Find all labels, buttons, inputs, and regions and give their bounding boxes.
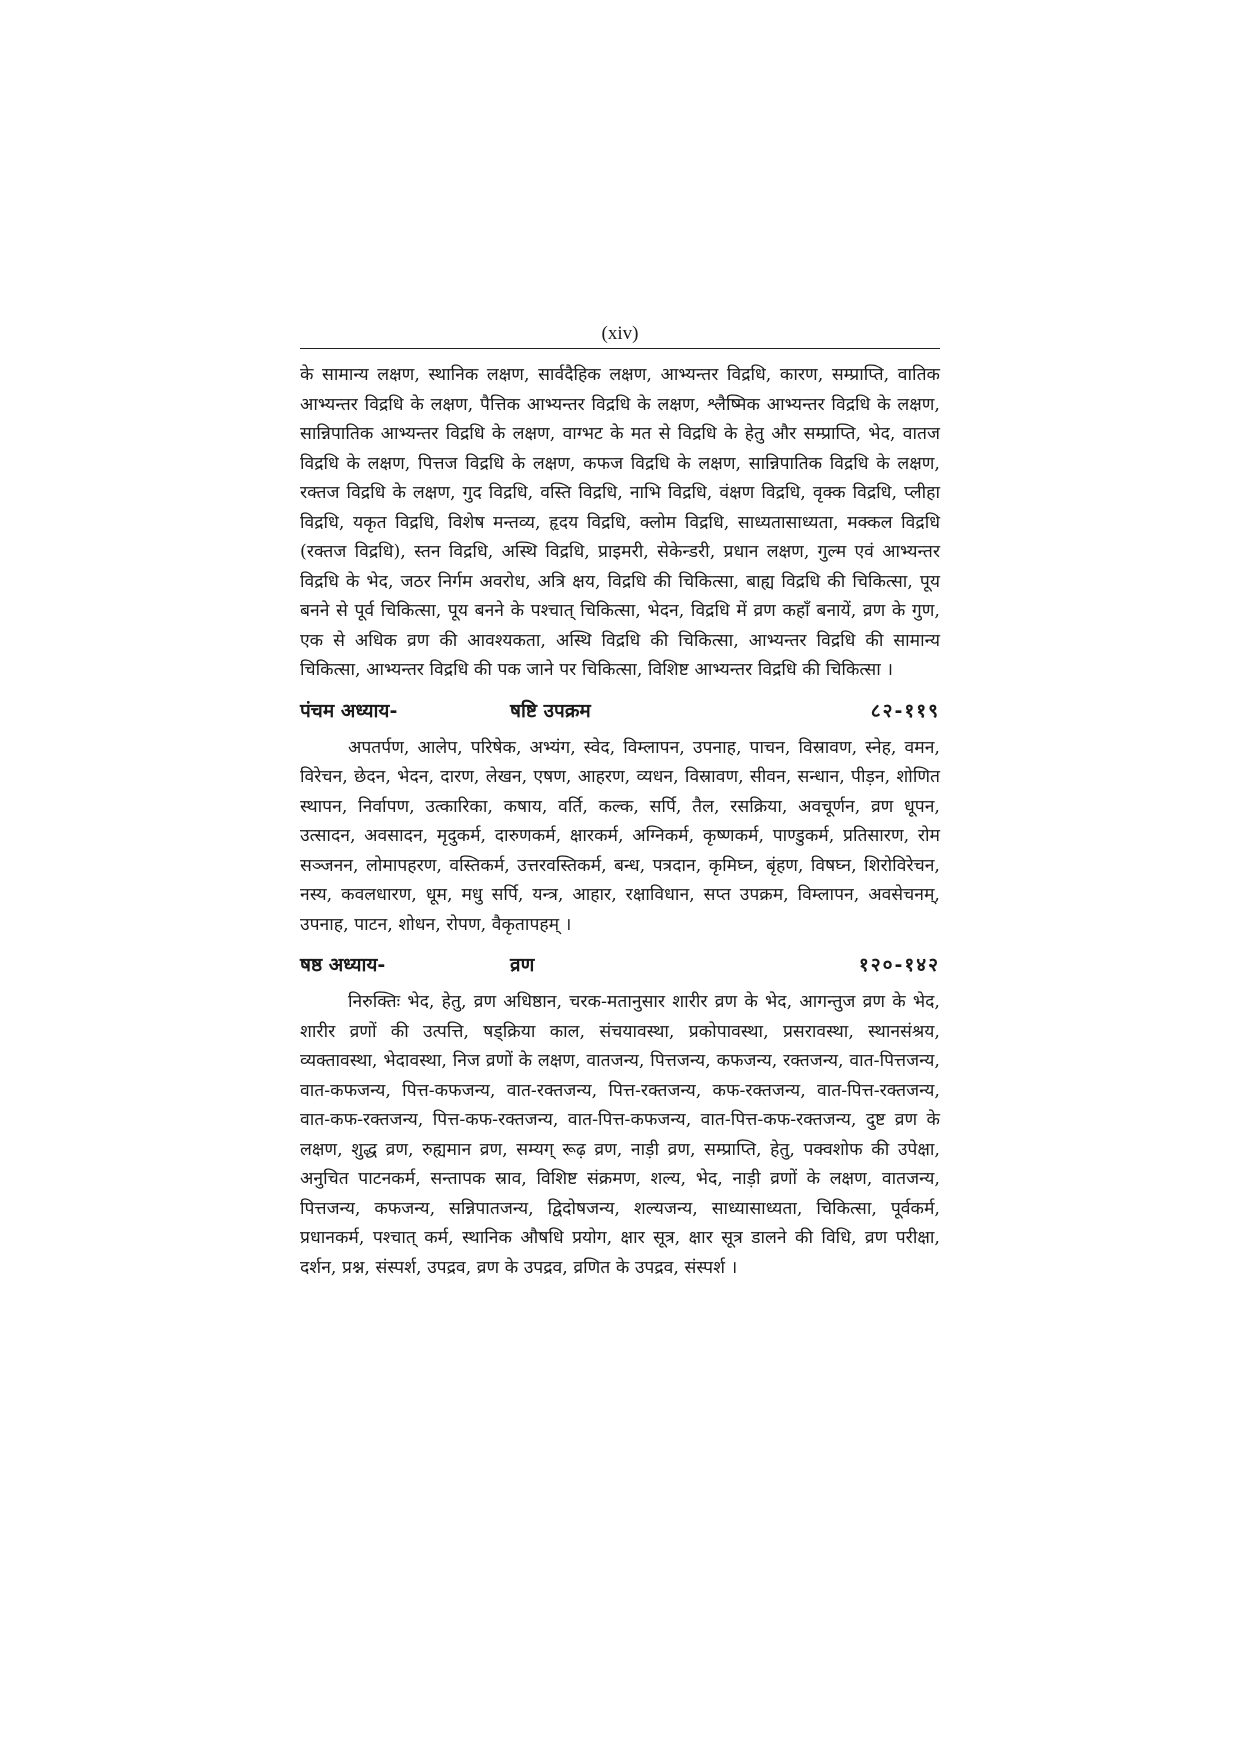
page-content [300,322,940,1283]
chapter-title: व्रण [510,954,535,976]
chapter-page-range: १२०-१४२ [858,954,940,976]
chapter-heading-5 [300,696,940,726]
chapter-title: षष्टि उपक्रम [510,699,591,722]
chapter-contents: अपतर्पण, आलेप, परिषेक, अभ्यंग, स्वेद, विम्लापन, उपनाह, पाचन, विस्रावण, स्नेह, वमन, विरेचन, छेदन, भेदन, दारण, लेखन, एषण, आहरण, व्यधन, विस्रावण, सीवन, सन्धान, पीड़न, शोणित स्थापन, निर्वापण, उत्कारिका, कषाय, वर्ति, कल्क, सर्पि, तैल, रसक्रिया, अवचूर्णन, व्रण धूपन, उत्सादन, अवसादन, मृदुकर्म, दारुणकर्म, क्षारकर्म, अग्निकर्म, कृष्णकर्म, पाण्डुकर्म, प्रतिसारण, रोम सञ्जनन, लोमापहरण, वस्तिकर्म, उत्तरवस्तिकर्म, बन्ध, पत्रदान, कृमिघ्न, बृंहण, विषघ्न, शिरोविरेचन, नस्य, कवलधारण, धूम, मधु सर्पि, यन्त्र, आहार, रक्षाविधान, सप्त उपक्रम, विम्लापन, अवसेचनम्, उपनाह, पाटन, शोधन, रोपण, वैकृतापहम् । [300,737,940,935]
chapter-number: पंचम अध्याय- [300,699,398,722]
chapter-number: षष्ठ अध्याय- [300,954,386,976]
header-rule [300,348,940,349]
chapter-heading-6 [300,950,940,980]
chapter-page-range: ८२-११९ [870,699,940,722]
chapter-contents: निरुक्तिः भेद, हेतु, व्रण अधिष्ठान, चरक-मतानुसार शारीर व्रण के भेद, आगन्तुज व्रण के भेद, शारीर व्रणों की उत्पत्ति, षड्क्रिया काल, संचयावस्था, प्रकोपावस्था, प्रसरावस्था, स्थानसंश्रय, व्यक्तावस्था, भेदावस्था, निज व्रणों के लक्षण, वातजन्य, पित्तजन्य, कफजन्य, रक्तजन्य, वात-पित्तजन्य, वात-कफजन्य, पित्त-कफजन्य, वात-रक्तजन्य, पित्त-रक्तजन्य, कफ-रक्तजन्य, वात-पित्त-रक्तजन्य, वात-कफ-रक्तजन्य, पित्त-कफ-रक्तजन्य, वात-पित्त-कफजन्य, वात-पित्त-कफ-रक्तजन्य, दुष्ट व्रण के लक्षण, शुद्ध व्रण, रुह्यमान व्रण, सम्यग् रूढ़ व्रण, नाड़ी व्रण, सम्प्राप्ति, हेतु, पक्वशोफ की उपेक्षा, अनुचित पाटनकर्म, सन्तापक स्राव, विशिष्ट संक्रमण, शल्य, भेद, नाड़ी व्रणों के लक्षण, वातजन्य, पित्तजन्य, कफजन्य, सन्निपातजन्य, द्विदोषजन्य, शल्यजन्य, साध्यासाध्यता, चिकित्सा, पूर्वकर्म, प्रधानकर्म, पश्चात् कर्म, स्थानिक औषधि प्रयोग, क्षार सूत्र, क्षार सूत्र डालने की विधि, व्रण परीक्षा, दर्शन, प्रश्न, संस्पर्श, उपद्रव, व्रण के उपद्रव, व्रणित के उपद्रव, संस्पर्श । [300,992,940,1278]
intro-paragraph: के सामान्य लक्षण, स्थानिक लक्षण, सार्वदैहिक लक्षण, आभ्यन्तर विद्रधि, कारण, सम्प्राप्ति, वातिक आभ्यन्तर विद्रधि के लक्षण, पैत्तिक आभ्यन्तर विद्रधि के लक्षण, श्लैष्मिक आभ्यन्तर विद्रधि के लक्षण, सान्निपातिक आभ्यन्तर विद्रधि के लक्षण, वाग्भट के मत से विद्रधि के हेतु और सम्प्राप्ति, भेद, वातज विद्रधि के लक्षण, पित्तज विद्रधि के लक्षण, कफज विद्रधि के लक्षण, सान्निपातिक विद्रधि के लक्षण, रक्तज विद्रधि के लक्षण, गुद विद्रधि, वस्ति विद्रधि, नाभि विद्रधि, वंक्षण विद्रधि, वृक्क विद्रधि, प्लीहा विद्रधि, यकृत विद्रधि, विशेष मन्तव्य, हृदय विद्रधि, क्लोम विद्रधि, साध्यतासाध्यता, मक्कल विद्रधि (रक्तज विद्रधि), स्तन विद्रधि, अस्थि विद्रधि, प्राइमरी, सेकेन्डरी, प्रधान लक्षण, गुल्म एवं आभ्यन्तर विद्रधि के भेद, जठर निर्गम अवरोध, अत्रि क्षय, विद्रधि की चिकित्सा, बाह्य विद्रधि की चिकित्सा, पूय बनने से पूर्व चिकित्सा, पूय बनने के पश्चात् चिकित्सा, भेदन, विद्रधि में व्रण कहाँ बनायें, व्रण के गुण, एक से अधिक व्रण की आवश्यकता, अस्थि विद्रधि की चिकित्सा, आभ्यन्तर विद्रधि की सामान्य चिकित्सा, आभ्यन्तर विद्रधि की पक जाने पर चिकित्सा, विशिष्ट आभ्यन्तर विद्रधि की चिकित्सा । [300,365,940,680]
page-number: (xiv) [601,323,639,344]
